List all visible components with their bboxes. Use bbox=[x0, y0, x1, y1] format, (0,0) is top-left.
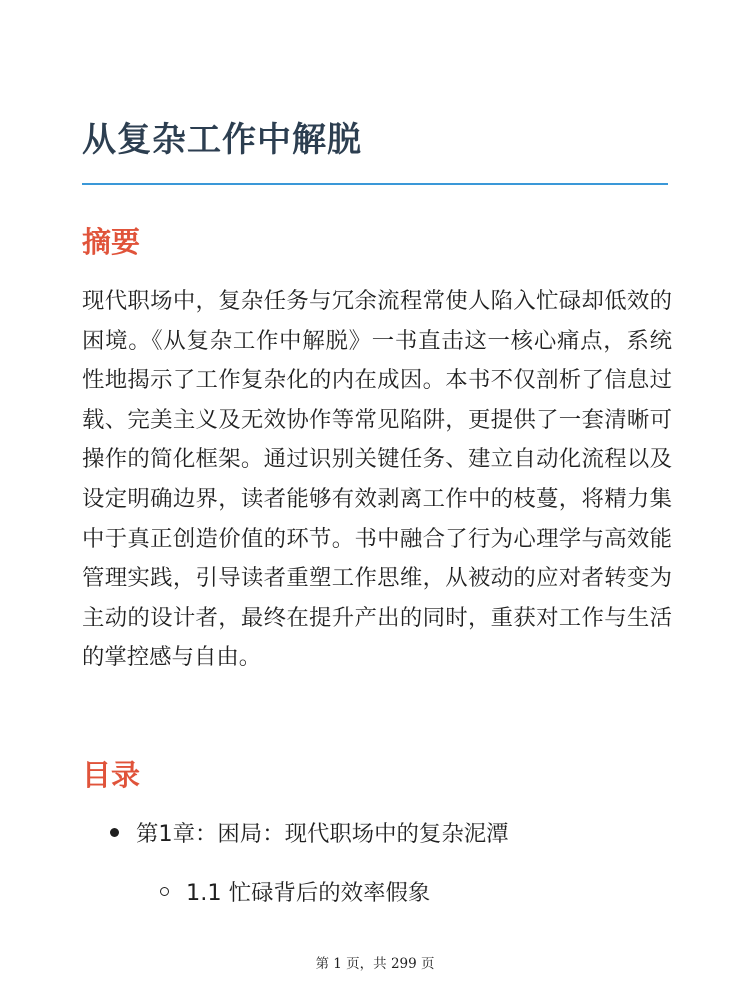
page-number-footer: 第 1 页，共 299 页 bbox=[315, 956, 435, 972]
toc-heading: 目录 bbox=[82, 758, 141, 792]
bullet-disc-icon bbox=[110, 828, 119, 837]
abstract-paragraph: 现代职场中，复杂任务与冗余流程常使人陷入忙碌却低效的困境。《从复杂工作中解脱》一书直击这一核心痛点，系统性地揭示了工作复杂化的内在成因。本书不仅剖析了信息过载、完美主义及无效协作等常见陷阱，更提供了一套清晰可操作的简化框架。通过识别关键任务、建立自动化流程以及设定明确边界，读者能够有效剥离工作中的枝蔓，将精力集中于真正创造价值的环节。书中融合了行为心理学与高效能管理实践，引导读者重塑工作思维，从被动的应对者转变为主动的设计者，最终在提升产出的同时，重获对工作与生活的掌控感与自由。 bbox=[82, 288, 672, 671]
abstract-heading: 摘要 bbox=[82, 225, 141, 259]
title-divider bbox=[82, 183, 668, 185]
toc-item-section-1-1 bbox=[160, 877, 430, 909]
bullet-circle-icon bbox=[160, 887, 169, 896]
toc-item-label: 第1章：困局：现代职场中的复杂泥潭 bbox=[136, 821, 509, 847]
toc-item-chapter-1 bbox=[110, 818, 509, 850]
page-title: 从复杂工作中解脱 bbox=[82, 120, 362, 160]
toc-item-label: 1.1 忙碌背后的效率假象 bbox=[186, 880, 431, 906]
